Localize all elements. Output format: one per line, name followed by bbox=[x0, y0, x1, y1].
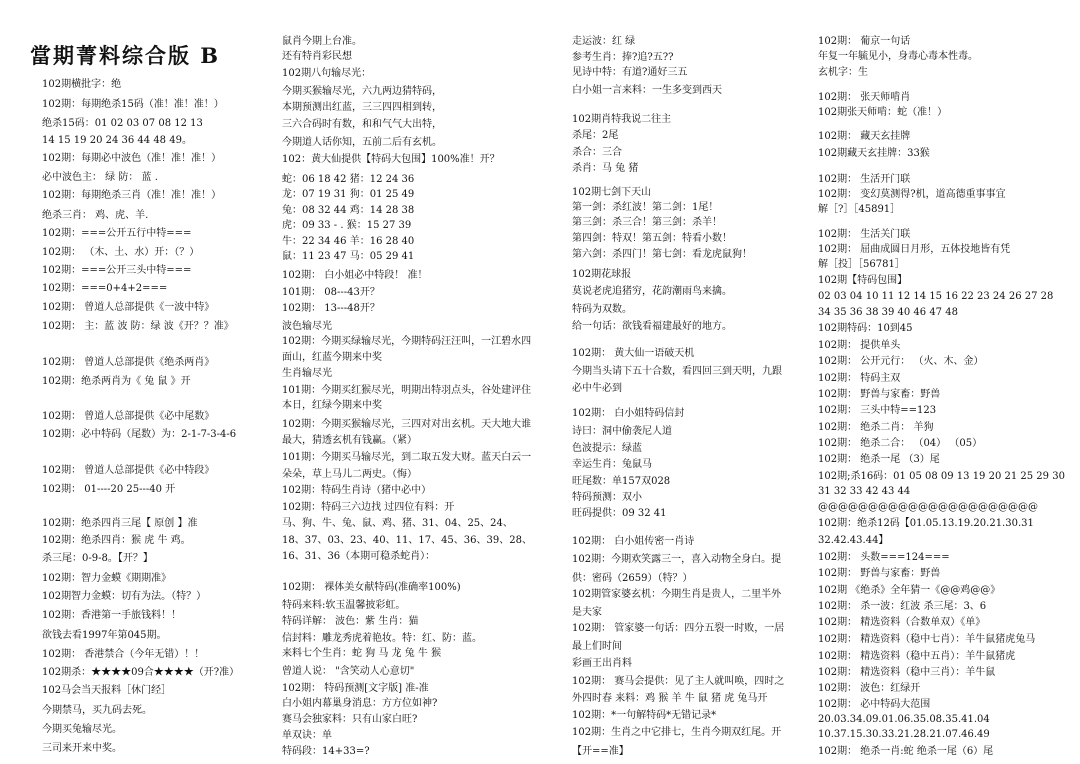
text-line: 102期：特码三六边找 过四位有料：开 bbox=[282, 502, 455, 513]
text-line: 102期： 张天师啃肖 bbox=[818, 92, 911, 103]
text-line: 102期：===0+4+2=== bbox=[42, 283, 168, 294]
text-line: 102期： 特码主双 bbox=[818, 373, 901, 384]
text-line: 102期;杀16码：01 05 08 09 13 19 20 21 25 29 30 bbox=[818, 471, 1065, 482]
text-line: 102期： 黄大仙一语破天机 bbox=[572, 348, 695, 359]
text-line: 102期： 精选资料（稳中三肖）：羊牛鼠 bbox=[818, 667, 996, 678]
text-line: 31 32 33 42 43 44 bbox=[818, 486, 911, 497]
text-line: 102期张天师啃：蛇（准！） bbox=[818, 107, 948, 118]
text-line: 马、狗、牛、兔、鼠、鸡、猪、31、04、25、24、 bbox=[282, 518, 513, 529]
text-line: 102期肖特我说二往主 bbox=[572, 114, 672, 125]
text-line: 单双诀：单 bbox=[282, 730, 332, 741]
text-line: 102期： 绝杀二肖： 羊狗 bbox=[818, 422, 934, 433]
text-line: 第三剑：杀三合！第三剑：杀羊！ bbox=[572, 217, 722, 228]
text-line: 杀肖：马 兔 猪 bbox=[572, 163, 639, 174]
text-line: 今期禁马，买九码去死。 bbox=[42, 705, 152, 716]
text-line: 102期管家婆玄机：今期生肖是贵人，二里半外 bbox=[572, 589, 782, 600]
text-line: 102期： 变幻莫测得?机，道高德重事事宜 bbox=[818, 189, 1006, 200]
text-line: 供：密码（2659）（特？） bbox=[572, 573, 693, 584]
text-line: 102期： 波色：红绿开 bbox=[818, 683, 921, 694]
text-line: 102期： 白小姐传密一肖诗 bbox=[572, 536, 695, 547]
text-line: 102期： 香港禁合（今年无错）！！ bbox=[42, 649, 205, 660]
text-line: 旺尾数：单157双028 bbox=[572, 476, 671, 487]
text-line: 102期：===公开五行中特=== bbox=[42, 228, 192, 239]
text-line: 莫说老虎追猪穷，花韵潮雨鸟来擒。 bbox=[572, 286, 732, 297]
text-line: 14 15 19 20 24 36 44 48 49。 bbox=[42, 135, 192, 146]
text-line: 本日，红绿今期来中奖 bbox=[282, 400, 382, 411]
text-line: 参考生肖：捧?追?五?? bbox=[572, 52, 674, 63]
text-line: 10.37.15.30.33.21.28.21.07.46.49 bbox=[818, 729, 990, 740]
text-line: 20.03.34.09.01.06.35.08.35.41.04 bbox=[818, 714, 990, 725]
text-line: 102期： 管家婆一句话：四分五裂一时败，一居 bbox=[572, 623, 785, 634]
text-line: 三六合码时有数，和和气气大出特， bbox=[282, 119, 442, 130]
text-line: 102期：特码生肖诗（猪中必中） bbox=[282, 485, 432, 496]
text-line: 绝杀15码：01 02 03 07 08 12 13 bbox=[42, 118, 203, 129]
text-line: 102期： 曾道人总部提供《绝杀两肖》 bbox=[42, 357, 215, 368]
text-line: 102期【特码包围】 bbox=[818, 275, 908, 286]
text-line: 02 03 04 10 11 12 14 15 16 22 23 24 26 27 28 bbox=[818, 291, 1054, 302]
text-line: 给一句话：欲钱看福建最好的地方。 bbox=[572, 321, 732, 332]
text-line: 102期： 精选资料（合数单双）《单》 bbox=[818, 617, 986, 628]
text-line: 102期： 曾道人总部提供《必中特段》 bbox=[42, 465, 215, 476]
text-line: 来料七个生肖：蛇 狗 马 龙 兔 牛 猴 bbox=[282, 648, 442, 659]
text-line: 102期： 野兽与家畜：野兽 bbox=[818, 389, 941, 400]
text-line: 白小姐一言来料：一生多变到西天 bbox=[572, 85, 722, 96]
text-line: 102期： 13---48开？ bbox=[282, 303, 380, 314]
text-line: 102期杀：★★★★09合★★★★（开?准） bbox=[42, 667, 240, 678]
text-line: 今期当头请下五十合数，看四回三到天明，九跟 bbox=[572, 366, 782, 377]
text-line: 是夫家 bbox=[572, 607, 602, 618]
text-line: 第六剑：杀四门！第七剑：看龙虎鼠狗！ bbox=[572, 249, 752, 260]
text-line: 特码为双数。 bbox=[572, 304, 632, 315]
text-line: 蛇：06 18 42 猪：12 24 36 bbox=[282, 174, 415, 185]
text-line: 【开==准】 bbox=[572, 746, 629, 757]
text-line: 102期： 公开元行： （火、木、金） bbox=[818, 356, 984, 367]
text-line: 102马会当天报料［休门经］ bbox=[42, 685, 172, 696]
text-line: 102期七剑下天山 bbox=[572, 187, 652, 198]
text-line: 今期买猴输尽光，六九两边猜特码， bbox=[282, 86, 442, 97]
text-line: 杀尾：2尾 bbox=[572, 130, 619, 141]
text-line: 102：黄大仙提供【特码大包围】100%准！开？ bbox=[282, 154, 500, 165]
text-line: 特码详解： 波色：紫 生肖：猫 bbox=[282, 616, 419, 627]
text-line: 今期买兔输尽光。 bbox=[42, 724, 122, 735]
text-line: 最上们时间 bbox=[572, 641, 622, 652]
text-line: 102期：绝杀四肖三尾【 原创 】准 bbox=[42, 518, 198, 529]
text-line: 本期预测出红蓝，三三四四相到转， bbox=[282, 102, 442, 113]
text-line: 102期： 生活关门联 bbox=[818, 229, 911, 240]
text-line: 102期：绝杀两肖为《 兔 鼠 》开 bbox=[42, 376, 191, 387]
text-line: 见诗中特：有道?通好三五 bbox=[572, 67, 688, 78]
text-line: 102期：绝杀四肖：猴 虎 牛 鸡。 bbox=[42, 535, 191, 546]
text-line: 第一剑：杀红波！第二剑：1尾！ bbox=[572, 202, 719, 213]
text-line: 102期：绝杀12码【01.05.13.19.20.21.30.31 bbox=[818, 518, 1034, 529]
text-line: 102期： 精选资料（稳中五肖）：羊牛鼠猪虎 bbox=[818, 651, 1016, 662]
text-line: 102期： 绝杀一尾 （3）尾 bbox=[818, 454, 940, 465]
text-line: 102期：每期绝杀三肖（准！准！准！） bbox=[42, 190, 222, 201]
text-line: 102期： （木、土、水）开：（？） bbox=[42, 247, 200, 258]
text-line: 走运波：红 绿 bbox=[572, 36, 636, 47]
text-line: 16、31、36（本期可稳杀蛇肖）： bbox=[282, 551, 436, 562]
text-line: 特码来料:软玉温馨披彩虹。 bbox=[282, 600, 406, 611]
text-line: 102期： 白小姐特码信封 bbox=[572, 408, 685, 419]
text-line: 102期：今期买猴输尽光，三四对对出玄机。天大地大谁 bbox=[282, 419, 532, 430]
text-line: 102期特码：10到45 bbox=[818, 323, 913, 334]
text-line: 赛马会独家料：只有山家白旺? bbox=[282, 714, 418, 725]
text-line: 102期： 01----20 25---40 开 bbox=[42, 484, 176, 495]
text-line: 102期： 屈曲成圆日月形，五体投地皆有凭 bbox=[818, 244, 1011, 255]
text-line: 解［?］［45891］ bbox=[818, 204, 901, 215]
text-line: 鼠肖今期上台准。 bbox=[282, 36, 362, 47]
text-line: 102期： 白小姐必中特段！ 准！ bbox=[282, 270, 428, 281]
text-line: 102期： 提供单头 bbox=[818, 340, 901, 351]
text-line: 信封料：雕龙秀虎着艳妆。特：红、防：蓝。 bbox=[282, 633, 482, 644]
text-line: 玄机字：生 bbox=[818, 67, 868, 78]
text-line: 102期： 曾道人总部提供《一波中特》 bbox=[42, 302, 215, 313]
text-line: 特码段：14+33=? bbox=[282, 746, 370, 757]
text-line: 102期 《绝杀》全年猜一《@@鸡@@》 bbox=[818, 585, 1001, 596]
text-line: 白小姐内幕巢身消息：方方位如神? bbox=[282, 698, 438, 709]
text-line: 102期： 裸体美女献特码(准确率100%) bbox=[282, 582, 461, 593]
text-line: 牛：22 34 46 羊：16 28 40 bbox=[282, 236, 415, 247]
text-line: 必中牛必到 bbox=[572, 383, 622, 394]
text-line: 102期： 绝杀一肖:蛇 绝杀一尾（6）尾 bbox=[818, 746, 994, 757]
text-line: 102期：香港第一手旅钱料！！ bbox=[42, 610, 182, 621]
text-line: 102期： 赛马会提供：见了主人就叫唤，四时之 bbox=[572, 676, 785, 687]
text-line: 102期： 藏天玄挂牌 bbox=[818, 131, 911, 142]
text-line: 杀三尾：0-9-8。【开？】 bbox=[42, 553, 153, 564]
page-title: 當期菁料综合版 B bbox=[30, 43, 221, 68]
text-line: 102期花球报 bbox=[572, 269, 632, 280]
text-line: 兔：08 32 44 鸡：14 28 38 bbox=[282, 205, 415, 216]
text-line: 波色输尽光 bbox=[282, 321, 332, 332]
text-line: 旺码提供：09 32 41 bbox=[572, 508, 667, 519]
text-line: 曾道人说： "含笑动人心意切" bbox=[282, 666, 415, 677]
text-line: 102期： 绝杀二合： （04） （05） bbox=[818, 438, 983, 449]
text-line: 102期：*一句解特码*无错记录* bbox=[572, 710, 717, 721]
text-line: 外四时春 来料：鸡 猴 羊 牛 鼠 猪 虎 兔马开 bbox=[572, 693, 768, 704]
text-line: 102期八句输尽光： bbox=[282, 68, 372, 79]
text-line: 解［投］［56781］ bbox=[818, 259, 905, 270]
text-line: 102期：每期必中波色（准！准！准！） bbox=[42, 153, 222, 164]
text-line: @@@@@@@@@@@@@@@@@@@@@@ bbox=[818, 502, 1038, 513]
text-line: 102期： 葡京一句话 bbox=[818, 36, 911, 47]
text-line: 三司来开来中奖。 bbox=[42, 743, 122, 754]
text-line: 101期：今期买马输尽光，到二取五发大财。蓝天白云一 bbox=[282, 452, 532, 463]
text-line: 102期藏天玄挂牌：33猴 bbox=[818, 148, 930, 159]
text-line: 101期：今期买红猴尽光，明期出特羽点头，谷处建评住 bbox=[282, 385, 532, 396]
text-line: 102期： 头数===124=== bbox=[818, 552, 950, 563]
text-line: 102期： 必中特码大范围 bbox=[818, 699, 931, 710]
text-line: 102期： 杀一波：红波 杀三尾：3、6 bbox=[818, 601, 987, 612]
text-line: 102期：===公开三头中特=== bbox=[42, 265, 192, 276]
text-line: 幸运生肖：兔鼠马 bbox=[572, 459, 652, 470]
text-line: 32.42.43.44】 bbox=[818, 535, 889, 546]
text-line: 虎：09 33 - . 猴：15 27 39 bbox=[282, 220, 412, 231]
text-line: 18、37、03、23、40、11、17、45、36、39、28、 bbox=[282, 535, 532, 546]
text-line: 最大，猜透玄机有钱赢。（紧） bbox=[282, 435, 417, 446]
text-line: 102期：今期买绿输尽光，今期特码汪汪叫，一江碧水四 bbox=[282, 336, 532, 347]
text-line: 色波提示：绿蓝 bbox=[572, 443, 642, 454]
text-line: 彩画王出肖料 bbox=[572, 658, 632, 669]
text-line: 必中波色主： 绿 防： 蓝 . bbox=[42, 172, 158, 183]
text-line: 34 35 36 38 39 40 46 47 48 bbox=[818, 307, 958, 318]
text-line: 生肖输尽光 bbox=[282, 368, 332, 379]
text-line: 102期智力金蟆：切有为法。（特？） bbox=[42, 591, 207, 602]
text-line: 面山，红蓝今期来中奖 bbox=[282, 352, 382, 363]
text-line: 102期横批字：绝 bbox=[42, 79, 122, 90]
text-line: 102期：今期欢笑露三一，喜入动物全身白。提 bbox=[572, 554, 782, 565]
text-line: 欲钱去看1997年第045期。 bbox=[42, 630, 167, 641]
text-line: 102期： 主：蓝 波 防：绿 波《开？？准》 bbox=[42, 321, 234, 332]
text-line: 102期： 生活开门联 bbox=[818, 174, 911, 185]
text-line: 102期：智力金蟆《期期准》 bbox=[42, 573, 172, 584]
text-line: 第四剑：特双！第五剑：特看小数！ bbox=[572, 233, 732, 244]
text-line: 102期： 精选资料（稳中七肖）：羊牛鼠猪虎兔马 bbox=[818, 634, 1036, 645]
text-line: 102期：必中特码（尾数）为：2-1-7-3-4-6 bbox=[42, 429, 237, 440]
text-line: 绝杀三肖： 鸡、虎、羊. bbox=[42, 210, 149, 221]
text-line: 特码预测：双小 bbox=[572, 492, 642, 503]
text-line: 诗曰：洞中偷袭尼人道 bbox=[572, 426, 672, 437]
text-line: 朵朵，草上马儿二两史。（悔） bbox=[282, 469, 417, 480]
text-line: 杀合：三合 bbox=[572, 147, 622, 158]
text-line: 龙：07 19 31 狗：01 25 49 bbox=[282, 189, 415, 200]
text-line: 102期： 曾道人总部提供《必中尾数》 bbox=[42, 411, 215, 422]
text-line: 鼠：11 23 47 马：05 29 41 bbox=[282, 251, 415, 262]
text-line: 年复一年毓见小，身毒心毒本性毒。 bbox=[818, 51, 978, 62]
text-line: 102期：每期绝杀15码（准！准！准！） bbox=[42, 99, 224, 110]
text-line: 102期：生肖之中它排七，生肖今期双红尾。开 bbox=[572, 727, 782, 738]
text-line: 102期： 三头中特==123 bbox=[818, 405, 937, 416]
text-line: 今期道人话你知，五前二后有玄机。 bbox=[282, 137, 442, 148]
text-line: 102期： 野兽与家畜：野兽 bbox=[818, 568, 941, 579]
text-line: 还有特肖彩民想 bbox=[282, 51, 352, 62]
text-line: 102期： 特码预测[文字版] 准-准 bbox=[282, 683, 429, 694]
text-line: 101期： 08---43开？ bbox=[282, 287, 380, 298]
